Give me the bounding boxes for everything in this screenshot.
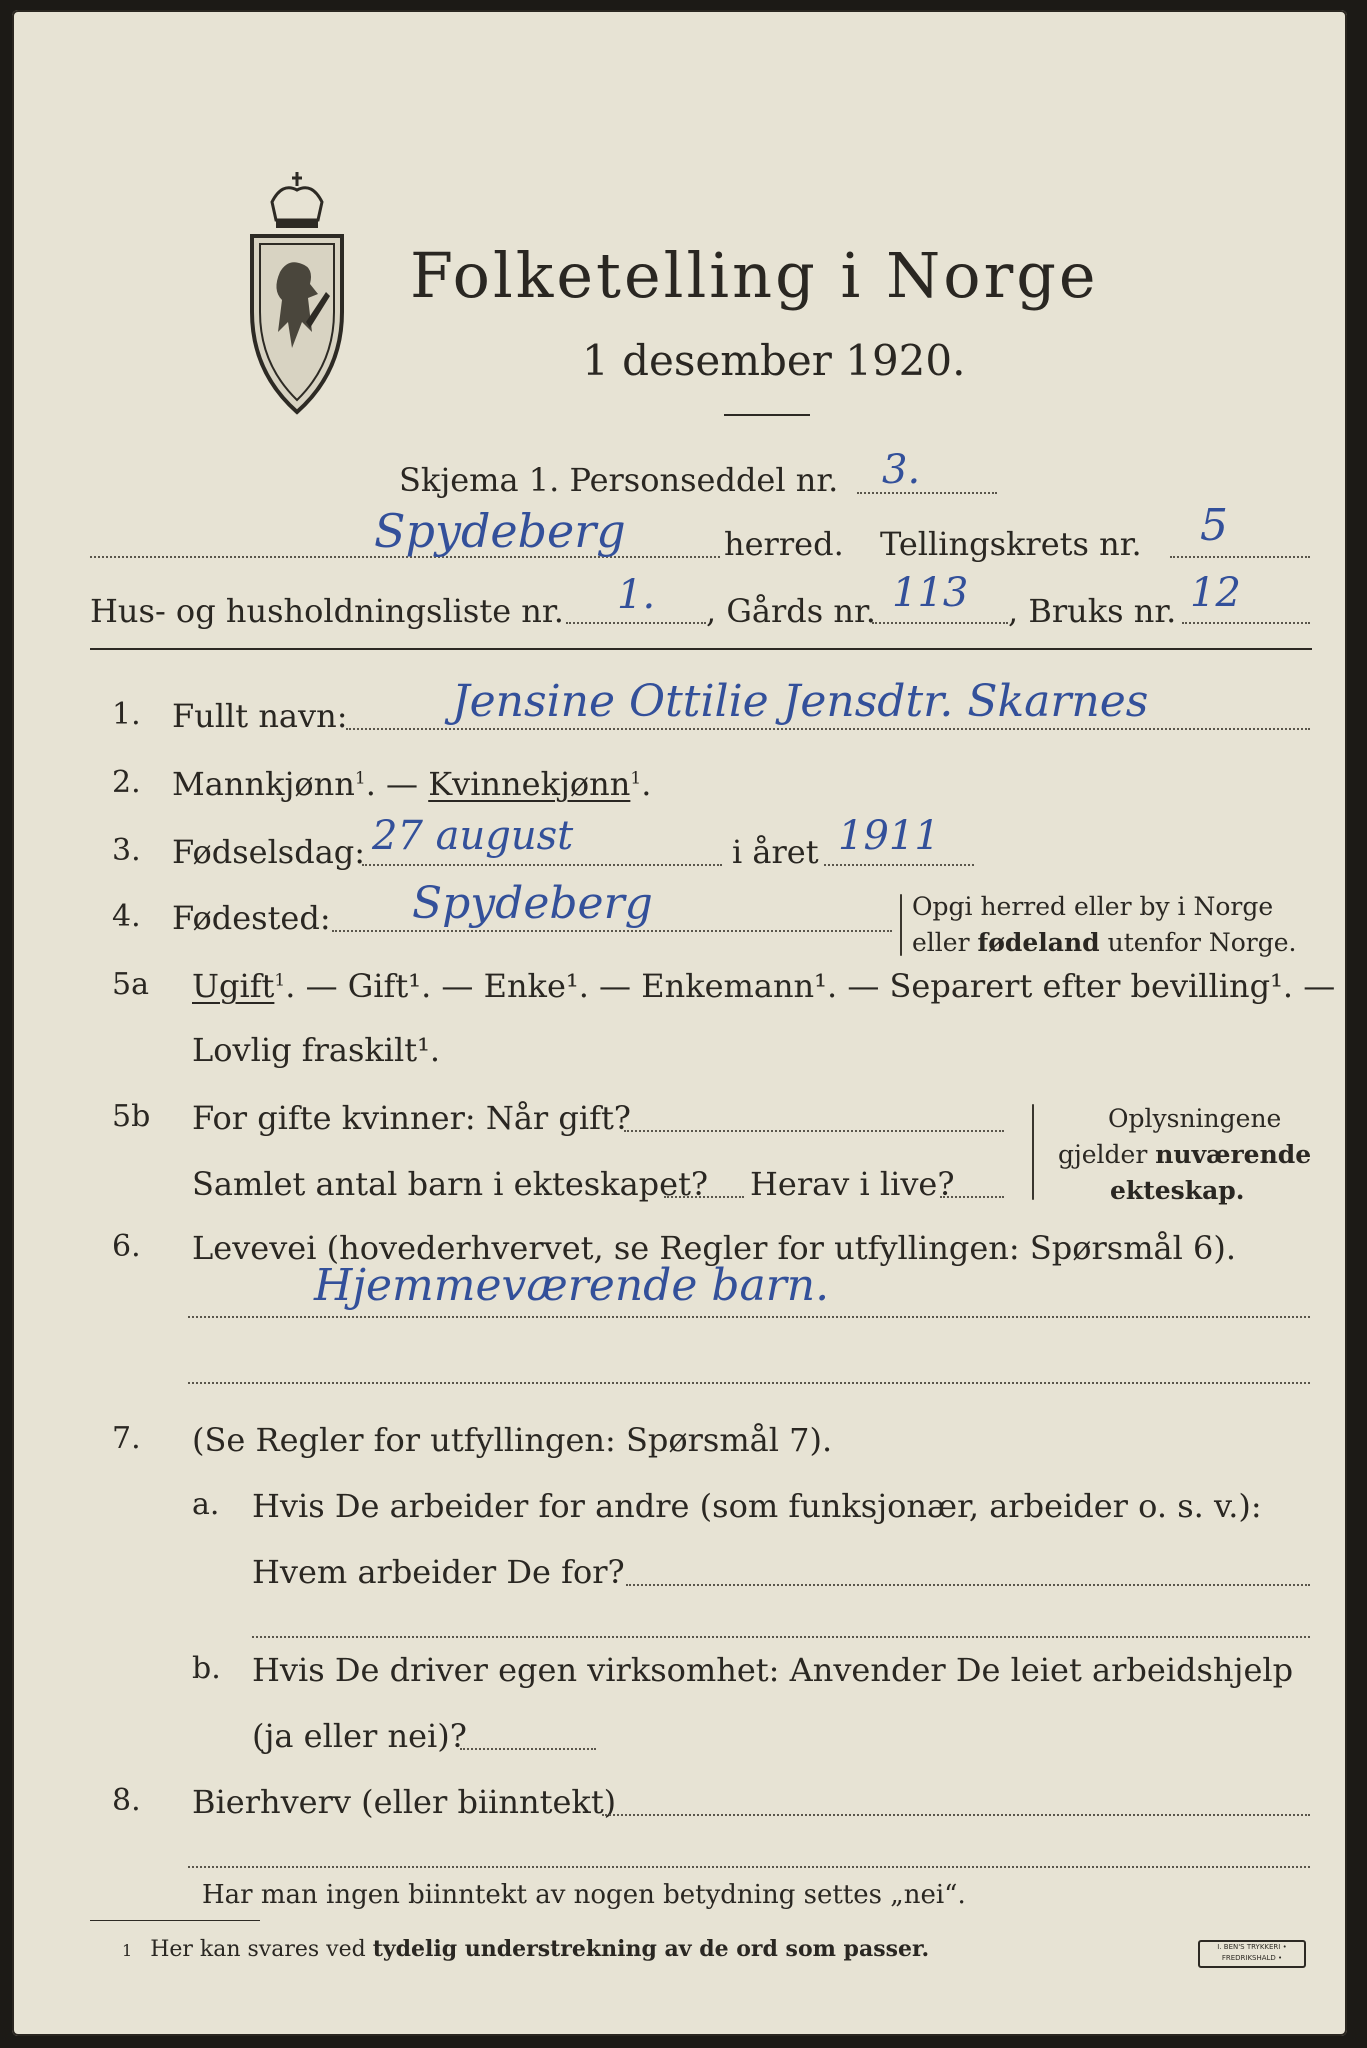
- husholdningsliste-value: 1.: [617, 572, 656, 618]
- mannkjonn-option: Mannkjønn: [172, 765, 355, 803]
- q4-note-line1: Opgi herred eller by i Norge: [912, 892, 1274, 921]
- birth-year-line: [824, 864, 974, 866]
- q4-brace: [900, 894, 902, 956]
- bruks-value: 12: [1190, 570, 1241, 616]
- q1-label: Fullt navn:: [172, 697, 348, 735]
- tellingskrets-line: [1170, 556, 1310, 558]
- ugift-option: Ugift: [192, 967, 275, 1005]
- q7a-line2: [252, 1636, 1310, 1638]
- q5a-options: Ugift$^1$. — Gift¹. — Enke¹. — Enkemann¹. — Separert efter bevilling¹. —: [192, 967, 1336, 1005]
- q5b-note1: Oplysningene: [1108, 1104, 1282, 1133]
- q6-number: 6.: [112, 1229, 141, 1264]
- q5a-number: 5a: [112, 967, 149, 1002]
- q1-number: 1.: [112, 697, 141, 732]
- q7-label: (Se Regler for utfyllingen: Spørsmål 7).: [192, 1421, 833, 1459]
- herred-value: Spydeberg: [374, 504, 626, 558]
- q5b-alive-line: [940, 1196, 1004, 1198]
- title-divider: [724, 414, 810, 416]
- q5a-line2: Lovlig fraskilt¹.: [192, 1031, 441, 1069]
- header-divider: [90, 648, 1312, 650]
- q7b-question: (ja eller nei)?: [252, 1717, 467, 1755]
- q3-line: [362, 864, 722, 866]
- tellingskrets-label: Tellingskrets nr.: [880, 525, 1142, 563]
- q1-line: [346, 728, 1310, 730]
- q4-number: 4.: [112, 899, 141, 934]
- footnote-divider: [90, 1920, 260, 1921]
- q7a-line1: [626, 1584, 1310, 1586]
- birth-year-value: 1911: [838, 813, 940, 859]
- birth-date-value: 27 august: [372, 813, 574, 859]
- q5b-line1: For gifte kvinner: Når gift?: [192, 1099, 631, 1137]
- occupation-value: Hjemmeværende barn.: [314, 1260, 830, 1311]
- q5b-children-label: Samlet antal barn i ekteskapet?: [192, 1165, 709, 1203]
- husholdningsliste-label: Hus- og husholdningsliste nr.: [90, 592, 564, 630]
- q5b-note2: gjelder nuværende: [1058, 1140, 1312, 1169]
- gards-value: 113: [892, 570, 969, 616]
- coat-of-arms-icon: [242, 172, 352, 417]
- q6-line2: [188, 1382, 1310, 1384]
- q4-note-line2: eller fødeland utenfor Norge.: [912, 928, 1297, 957]
- q8-line2: [188, 1866, 1310, 1868]
- q5b-married-line: [624, 1130, 1004, 1132]
- schema-nr-value: 3.: [882, 447, 921, 493]
- q7a-letter: a.: [192, 1487, 220, 1522]
- q3-number: 3.: [112, 833, 141, 868]
- q7b-text: Hvis De driver egen virksomhet: Anvender De leiet arbeidshjelp: [252, 1651, 1294, 1689]
- schema-nr-line: [857, 492, 997, 494]
- no-income-note: Har man ingen biinntekt av nogen betydning settes „nei“.: [202, 1880, 966, 1910]
- q6-label: Levevei (hovederhvervet, se Regler for utfyllingen: Spørsmål 6).: [192, 1229, 1237, 1267]
- q3-label: Fødselsdag:: [172, 833, 366, 871]
- q7a-text: Hvis De arbeider for andre (som funksjonær, arbeider o. s. v.):: [252, 1487, 1262, 1525]
- q8-line1: [602, 1814, 1310, 1816]
- schema-label: Skjema 1. Personseddel nr.: [399, 461, 839, 499]
- form-title: Folketelling i Norge: [410, 239, 1099, 312]
- q8-label: Bierhverv (eller biinntekt): [192, 1783, 617, 1821]
- kvinnekjonn-option: Kvinnekjønn: [428, 765, 631, 803]
- q5b-number: 5b: [112, 1099, 151, 1134]
- q7b-letter: b.: [192, 1651, 221, 1686]
- tellingskrets-value: 5: [1200, 500, 1228, 551]
- q7-number: 7.: [112, 1421, 141, 1456]
- census-form: [12, 10, 1347, 2036]
- bruks-line: [1182, 622, 1310, 624]
- q1-value: Jensine Ottilie Jensdtr. Skarnes: [452, 676, 1149, 727]
- q4-line: [332, 930, 892, 932]
- q5b-children-line: [664, 1196, 744, 1198]
- printer-stamp: I. BEN'S TRYKKERI • FREDRIKSHALD •: [1198, 1940, 1306, 1968]
- q5b-alive-label: Herav i live?: [750, 1165, 955, 1203]
- q5a-other-options: — Gift¹. — Enke¹. — Enkemann¹. — Separert efter bevilling¹. —: [305, 967, 1336, 1005]
- q2-options: Mannkjønn$^1$. — Kvinnekjønn$^1$.: [172, 765, 652, 803]
- q2-separator: —: [386, 765, 419, 803]
- birthplace-value: Spydeberg: [412, 878, 653, 929]
- footnote-mark: 1: [122, 1941, 133, 1960]
- q4-label: Fødested:: [172, 899, 331, 937]
- bruks-label: , Bruks nr.: [1008, 592, 1177, 630]
- herred-label: herred.: [724, 525, 844, 563]
- gards-line: [872, 622, 1008, 624]
- q5b-note3: ekteskap.: [1110, 1176, 1245, 1205]
- footnote: 1 Her kan svares ved tydelig understrekning av de ord som passer.: [122, 1936, 930, 1962]
- q6-line1: [188, 1316, 1310, 1318]
- census-date: 1 desember 1920.: [582, 336, 966, 385]
- q7b-line: [460, 1748, 596, 1750]
- q7a-question: Hvem arbeider De for?: [252, 1553, 625, 1591]
- q2-number: 2.: [112, 765, 141, 800]
- husholdningsliste-line: [566, 622, 706, 624]
- q5b-brace: [1032, 1104, 1034, 1200]
- birth-year-label: i året: [732, 833, 819, 871]
- q8-number: 8.: [112, 1783, 141, 1818]
- gards-label: , Gårds nr.: [706, 592, 876, 630]
